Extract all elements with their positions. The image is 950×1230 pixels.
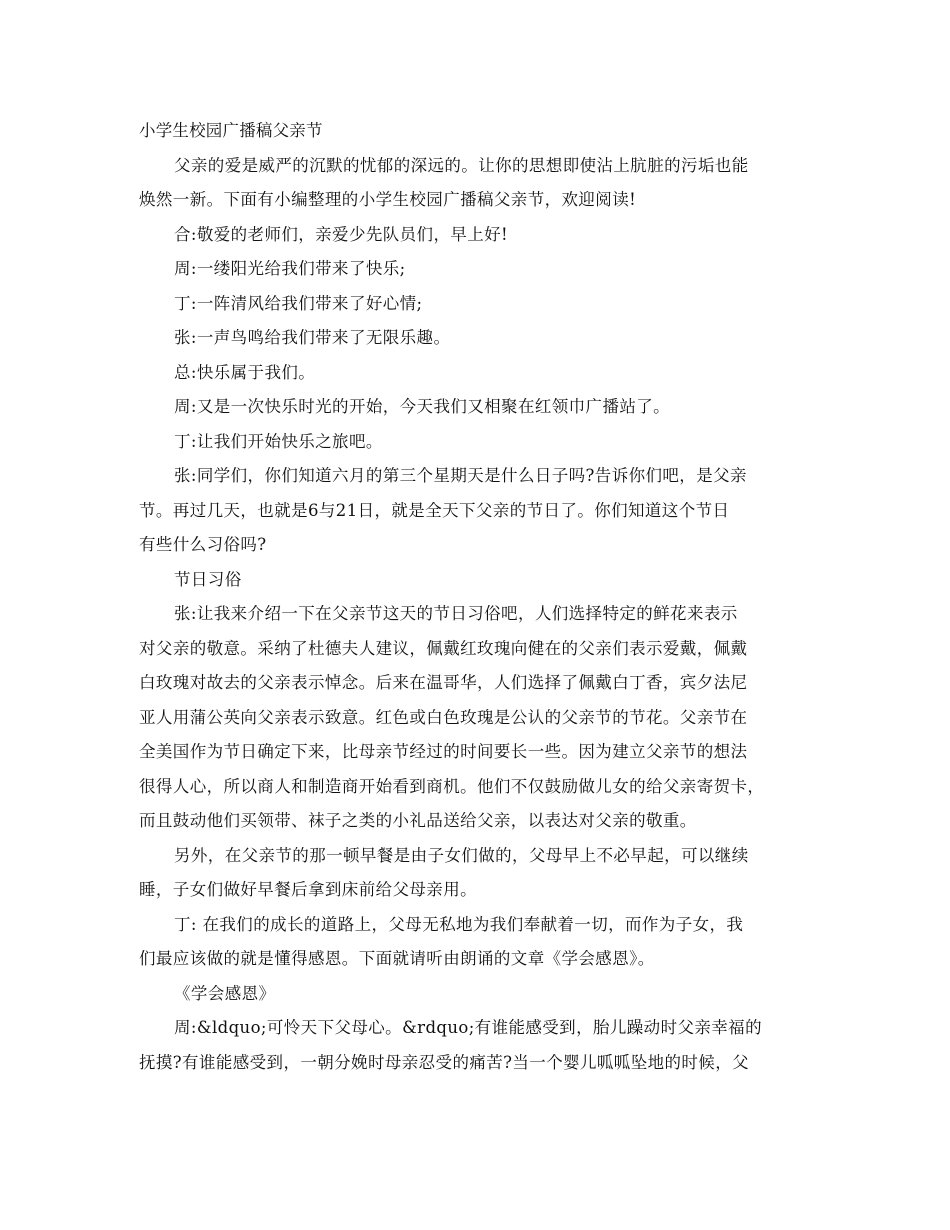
paragraph-line: 而且鼓动他们买领带、袜子之类的小礼品送给父亲，以表达对父亲的敬重。 bbox=[139, 811, 697, 830]
document-body bbox=[139, 114, 813, 1080]
dialogue-line: 丁:让我们开始快乐之旅吧。 bbox=[174, 431, 383, 451]
paragraph-line: 丁: 在我们的成长的道路上，父母无私地为我们奉献着一切，而作为子女，我 bbox=[174, 914, 744, 934]
paragraph-line: 睡，子女们做好早餐后拿到床前给父母亲用。 bbox=[139, 880, 477, 899]
dialogue-line: 有些什么习俗吗? bbox=[139, 535, 267, 554]
section-heading: 节日习俗 bbox=[174, 569, 242, 589]
poem-title: 《学会感恩》 bbox=[174, 983, 276, 1003]
dialogue-line: 节。再过几天，也就是6与21日，就是全天下父亲的节日了。你们知道这个节日 bbox=[139, 500, 730, 520]
intro-paragraph-line: 父亲的爱是威严的沉默的忧郁的深远的。让你的思想即使沾上肮脏的污垢也能 bbox=[174, 155, 749, 175]
document-title: 小学生校园广播稿父亲节 bbox=[139, 121, 323, 140]
paragraph-line: 全美国作为节日确定下来，比母亲节经过的时间要长一些。因为建立父亲节的想法 bbox=[139, 742, 748, 761]
paragraph-line: 另外，在父亲节的那一顿早餐是由子女们做的，父母早上不必早起，可以继续 bbox=[174, 845, 749, 865]
intro-paragraph-line: 焕然一新。下面有小编整理的小学生校园广播稿父亲节，欢迎阅读! bbox=[139, 190, 637, 209]
dialogue-line: 周:又是一次快乐时光的开始，今天我们又相聚在红领巾广播站了。 bbox=[174, 397, 671, 416]
dialogue-line: 丁:一阵清风给我们带来了好心情; bbox=[174, 293, 423, 313]
paragraph-line: 亚人用蒲公英向父亲表示致意。红色或白色玫瑰是公认的父亲节的节花。父亲节在 bbox=[139, 707, 748, 727]
dialogue-line: 合:敬爱的老师们，亲爱少先队员们，早上好! bbox=[174, 224, 509, 244]
dialogue-line: 总:快乐属于我们。 bbox=[174, 362, 316, 382]
paragraph-line: 们最应该做的就是懂得感恩。下面就请听由朗诵的文章《学会感恩》。 bbox=[139, 949, 655, 968]
dialogue-line: 周:一缕阳光给我们带来了快乐; bbox=[174, 259, 406, 278]
paragraph-line: 周:&ldquo;可怜天下父母心。&rdquo;有谁能感受到，胎儿躁动时父亲幸福的 bbox=[174, 1018, 762, 1037]
paragraph-line: 抚摸?有谁能感受到，一朝分娩时母亲忍受的痛苦?当一个婴儿呱呱坠地的时候，父 bbox=[139, 1052, 749, 1072]
paragraph-line: 张:让我来介绍一下在父亲节这天的节日习俗吧，人们选择特定的鲜花来表示 bbox=[174, 604, 738, 623]
dialogue-line: 张:同学们，你们知道六月的第三个星期天是什么日子吗?告诉你们吧，是父亲 bbox=[174, 466, 747, 485]
dialogue-line: 张:一声鸟鸣给我们带来了无限乐趣。 bbox=[174, 328, 451, 347]
paragraph-line: 对父亲的敬意。采纳了杜德夫人建议，佩戴红玫瑰向健在的父亲们表示爱戴，佩戴 bbox=[139, 638, 748, 658]
paragraph-line: 很得人心，所以商人和制造商开始看到商机。他们不仅鼓励做儿女的给父亲寄贺卡， bbox=[139, 776, 765, 796]
paragraph-line: 白玫瑰对故去的父亲表示悼念。后来在温哥华，人们选择了佩戴白丁香，宾夕法尼 bbox=[139, 673, 748, 692]
